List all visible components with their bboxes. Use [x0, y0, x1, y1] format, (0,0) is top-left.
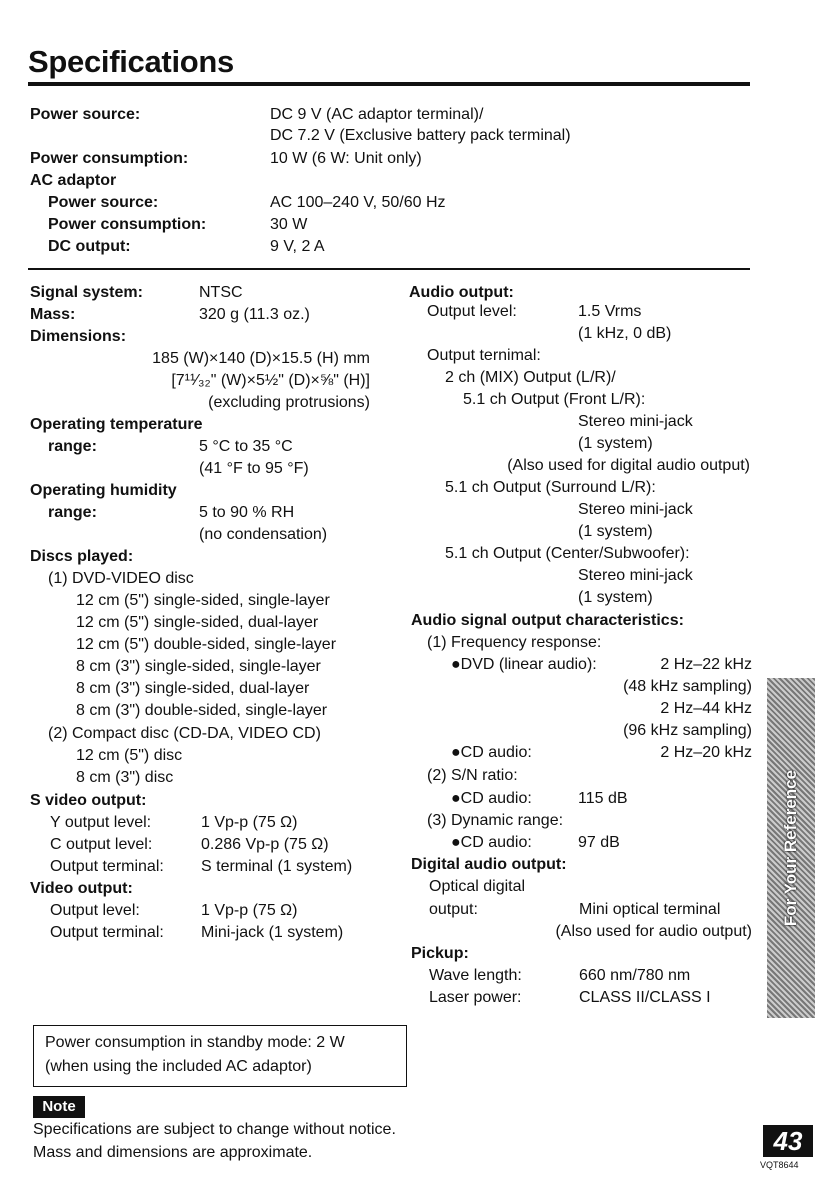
sn-cd-label: ●CD audio:: [451, 790, 532, 807]
laser-power-label: Laser power:: [429, 989, 522, 1006]
surround-system: (1 system): [578, 523, 653, 540]
dimensions-value-3: (excluding protrusions): [208, 394, 370, 411]
s-video-y-label: Y output level:: [50, 814, 152, 831]
side-tab-label: For Your Reference: [781, 769, 800, 927]
front-jack: Stereo mini-jack: [578, 413, 693, 430]
ac-adaptor-label: AC adaptor: [30, 172, 117, 189]
disc-2-item: 12 cm (5") disc: [76, 747, 183, 764]
page-number: 43: [763, 1125, 813, 1157]
power-source-label: Power source:: [30, 106, 141, 123]
output-terminal-label: Output ternimal:: [427, 347, 541, 364]
video-level-value: 1 Vp-p (75 Ω): [201, 902, 298, 919]
optical-label-1: Optical digital: [429, 878, 526, 895]
center-system: (1 system): [578, 589, 653, 606]
sn-ratio-label: (2) S/N ratio:: [427, 767, 518, 784]
disc-1-item: 12 cm (5") double-sided, single-layer: [76, 636, 337, 653]
document-code: VQT8644: [760, 1160, 799, 1170]
signal-characteristics-label: Audio signal output characteristics:: [411, 612, 684, 629]
note-badge: Note: [33, 1096, 85, 1118]
ac-power-consumption-value: 30 W: [270, 216, 308, 233]
ac-power-source-value: AC 100–240 V, 50/60 Hz: [270, 194, 446, 211]
dvd-audio-value-3: 2 Hz–44 kHz: [660, 700, 752, 717]
digital-audio-output-label: Digital audio output:: [411, 856, 567, 873]
center-jack: Stereo mini-jack: [578, 567, 693, 584]
power-source-value-2: DC 7.2 V (Exclusive battery pack terminal): [270, 127, 571, 144]
optical-label-2: output:: [429, 901, 478, 918]
op-temp-label-2: range:: [48, 438, 97, 455]
disc-2-item: 8 cm (3") disc: [76, 769, 174, 786]
mass-label: Mass:: [30, 306, 76, 323]
side-tab: [767, 678, 815, 1018]
ac-power-consumption-label: Power consumption:: [48, 216, 207, 233]
note-line-2: Mass and dimensions are approximate.: [33, 1144, 313, 1161]
s-video-terminal-label: Output terminal:: [50, 858, 164, 875]
op-temp-label-1: Operating temperature: [30, 416, 203, 433]
cd-frequency-label: ●CD audio:: [451, 744, 532, 761]
cd-frequency-value: 2 Hz–20 kHz: [660, 744, 752, 761]
title-rule: [28, 82, 750, 86]
dvd-audio-value-1: 2 Hz–22 kHz: [660, 656, 752, 673]
front-also-note: (Also used for digital audio output): [507, 457, 750, 474]
wave-length-label: Wave length:: [429, 967, 522, 984]
front-output: 5.1 ch Output (Front L/R):: [463, 391, 646, 408]
dynamic-range-label: (3) Dynamic range:: [427, 812, 564, 829]
section-rule: [28, 268, 750, 270]
ac-power-source-label: Power source:: [48, 194, 159, 211]
op-humidity-value-2: (no condensation): [199, 526, 328, 543]
pickup-label: Pickup:: [411, 945, 469, 962]
standby-box: [33, 1025, 407, 1087]
dc-output-label: DC output:: [48, 238, 131, 255]
s-video-c-value: 0.286 Vp-p (75 Ω): [201, 836, 329, 853]
mix-output: 2 ch (MIX) Output (L/R)/: [445, 369, 616, 386]
dynamic-cd-label: ●CD audio:: [451, 834, 532, 851]
op-humidity-label-1: Operating humidity: [30, 482, 177, 499]
wave-length-value: 660 nm/780 nm: [579, 967, 691, 984]
disc-1-title: (1) DVD-VIDEO disc: [48, 570, 194, 587]
s-video-label: S video output:: [30, 792, 147, 809]
optical-value: Mini optical terminal: [579, 901, 721, 918]
laser-power-value: CLASS II/CLASS I: [579, 989, 711, 1006]
dimensions-value-2: [7¹¹⁄₃₂" (W)×5½" (D)×⅝" (H)]: [171, 372, 370, 389]
dvd-audio-value-4: (96 kHz sampling): [623, 722, 752, 739]
s-video-terminal-value: S terminal (1 system): [201, 858, 353, 875]
dynamic-cd-value: 97 dB: [578, 834, 620, 851]
op-temp-value-1: 5 °C to 35 °C: [199, 438, 293, 455]
power-source-value-1: DC 9 V (AC adaptor terminal)/: [270, 106, 484, 123]
dimensions-value-1: 185 (W)×140 (D)×15.5 (H) mm: [152, 350, 370, 367]
audio-output-label: Audio output:: [409, 284, 514, 301]
frequency-response-label: (1) Frequency response:: [427, 634, 602, 651]
page-title: Specifications: [28, 44, 234, 79]
video-terminal-value: Mini-jack (1 system): [201, 924, 344, 941]
front-system: (1 system): [578, 435, 653, 452]
output-level-value-2: (1 kHz, 0 dB): [578, 325, 672, 342]
standby-line-1: Power consumption in standby mode: 2 W: [45, 1034, 345, 1051]
op-humidity-value-1: 5 to 90 % RH: [199, 504, 295, 521]
disc-1-item: 8 cm (3") single-sided, single-layer: [76, 658, 321, 675]
signal-system-value: NTSC: [199, 284, 243, 301]
surround-output: 5.1 ch Output (Surround L/R):: [445, 479, 656, 496]
video-terminal-label: Output terminal:: [50, 924, 164, 941]
disc-1-item: 12 cm (5") single-sided, single-layer: [76, 592, 330, 609]
op-humidity-label-2: range:: [48, 504, 97, 521]
dimensions-label: Dimensions:: [30, 328, 127, 345]
disc-1-item: 8 cm (3") single-sided, dual-layer: [76, 680, 310, 697]
center-output: 5.1 ch Output (Center/Subwoofer):: [445, 545, 690, 562]
video-level-label: Output level:: [50, 902, 140, 919]
power-consumption-value: 10 W (6 W: Unit only): [270, 150, 422, 167]
surround-jack: Stereo mini-jack: [578, 501, 693, 518]
disc-2-title: (2) Compact disc (CD-DA, VIDEO CD): [48, 725, 321, 742]
video-output-label: Video output:: [30, 880, 133, 897]
disc-1-item: 8 cm (3") double-sided, single-layer: [76, 702, 328, 719]
dvd-audio-value-2: (48 kHz sampling): [623, 678, 752, 695]
discs-played-label: Discs played:: [30, 548, 134, 565]
standby-line-2: (when using the included AC adaptor): [45, 1058, 312, 1075]
output-level-value-1: 1.5 Vrms: [578, 303, 642, 320]
dvd-audio-label: ●DVD (linear audio):: [451, 656, 597, 673]
mass-value: 320 g (11.3 oz.): [199, 306, 310, 323]
optical-also-note: (Also used for audio output): [555, 923, 752, 940]
power-consumption-label: Power consumption:: [30, 150, 189, 167]
note-line-1: Specifications are subject to change without notice.: [33, 1121, 396, 1138]
dc-output-value: 9 V, 2 A: [270, 238, 325, 255]
output-level-label: Output level:: [427, 303, 517, 320]
signal-system-label: Signal system:: [30, 284, 143, 301]
s-video-y-value: 1 Vp-p (75 Ω): [201, 814, 298, 831]
op-temp-value-2: (41 °F to 95 °F): [199, 460, 309, 477]
sn-cd-value: 115 dB: [578, 790, 628, 807]
s-video-c-label: C output level:: [50, 836, 153, 853]
disc-1-item: 12 cm (5") single-sided, dual-layer: [76, 614, 319, 631]
